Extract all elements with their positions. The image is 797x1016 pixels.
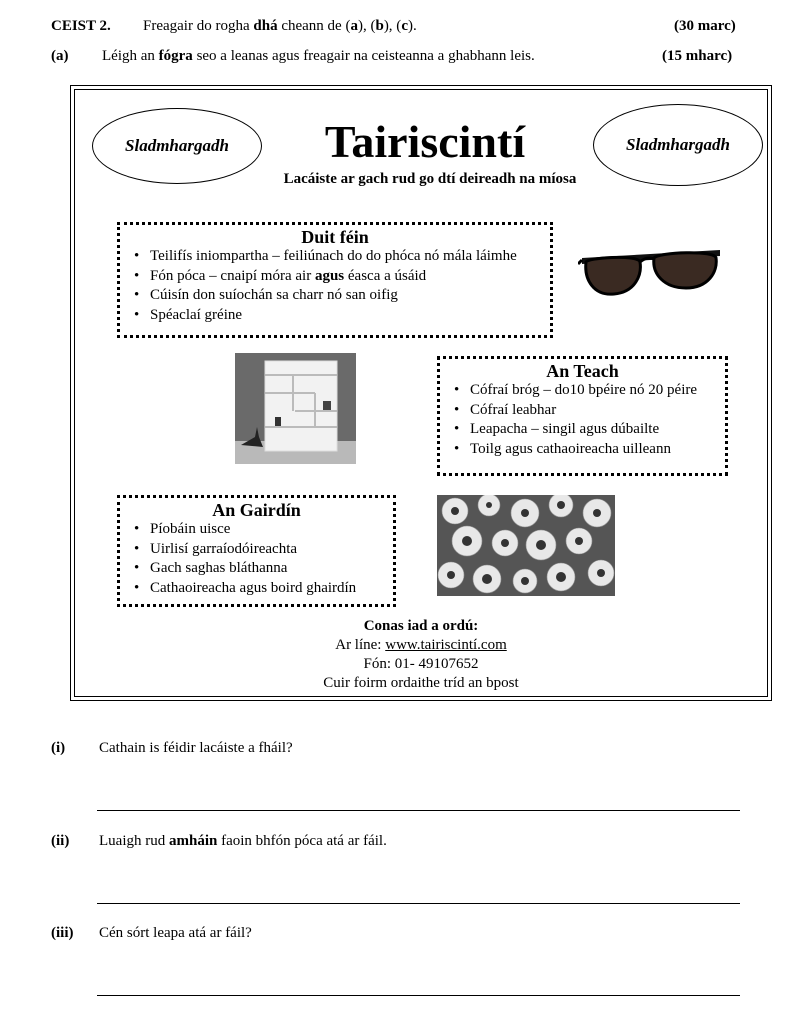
q3-label: (iii)	[51, 925, 74, 941]
order-online: Ar líne: www.tairiscintí.com	[335, 637, 507, 653]
sale-ellipse-right: Sladmhargadh	[593, 104, 763, 186]
order-heading: Conas iad a ordú:	[363, 618, 479, 634]
q2-answer-line[interactable]	[97, 903, 740, 904]
box-an-gairdin	[117, 495, 396, 607]
order-post: Cuir foirm ordaithe tríd an bpost	[323, 675, 519, 691]
q2-text: Luaigh rud amháin faoin bhfón póca atá ar fáil.	[99, 833, 387, 849]
list-item: • Spéaclaí gréine	[132, 306, 550, 326]
box-heading: Duit féin	[301, 227, 369, 247]
list-item: • Cófraí leabhar	[452, 401, 725, 421]
list-item: • Toilg agus cathaoireacha uilleann	[452, 440, 725, 460]
list-item: • Fón póca – cnaipí móra air agus éasca a úsáid	[132, 267, 550, 287]
q1-answer-line[interactable]	[97, 810, 740, 811]
part-a-marks: (15 mharc)	[662, 48, 733, 64]
list-item: • Gach saghas bláthanna	[132, 559, 393, 579]
bookshelf-image	[235, 353, 356, 464]
q3-answer-line[interactable]	[97, 995, 740, 996]
sunglasses-image	[578, 244, 724, 304]
list-item: • Cúisín don suíochán sa charr nó san oifig	[132, 286, 550, 306]
q1-label: (i)	[51, 740, 66, 756]
flowers-image	[437, 495, 615, 596]
q3-text: Cén sórt leapa atá ar fáil?	[99, 925, 252, 941]
question-number: CEIST 2.	[51, 18, 111, 34]
advert-subtitle: Lacáiste ar gach rud go dtí deireadh na míosa	[283, 171, 577, 187]
list-item: • Cathaoireacha agus boird ghairdín	[132, 579, 393, 599]
q2-label: (ii)	[51, 833, 70, 849]
question-instruction: Freagair do rogha dhá cheann de (a), (b), (c).	[143, 18, 417, 34]
list-item: • Leapacha – singil agus dúbailte	[452, 420, 725, 440]
box-an-teach	[437, 356, 728, 476]
list-item: • Teilifís iniompartha – feiliúnach do do phóca nó mála láimhe	[132, 247, 550, 267]
part-a-label: (a)	[51, 48, 69, 64]
list-item: • Cófraí bróg – do10 bpéire nó 20 péire	[452, 381, 725, 401]
part-a-instruction: Léigh an fógra seo a leanas agus freagair na ceisteanna a ghabhann leis.	[102, 48, 535, 64]
sale-ellipse-left: Sladmhargadh	[92, 108, 262, 184]
box-duit-fein	[117, 222, 553, 338]
order-phone: Fón: 01- 49107652	[363, 656, 479, 672]
list-item: • Uirlisí garraíodóireachta	[132, 540, 393, 560]
website-link[interactable]: www.tairiscintí.com	[385, 637, 507, 653]
list-item: • Píobáin uisce	[132, 520, 393, 540]
box-heading: An Teach	[546, 361, 619, 381]
box-heading: An Gairdín	[212, 500, 301, 520]
question-marks: (30 marc)	[674, 18, 736, 34]
advert-title: Tairiscintí	[324, 116, 526, 167]
q1-text: Cathain is féidir lacáiste a fháil?	[99, 740, 293, 756]
